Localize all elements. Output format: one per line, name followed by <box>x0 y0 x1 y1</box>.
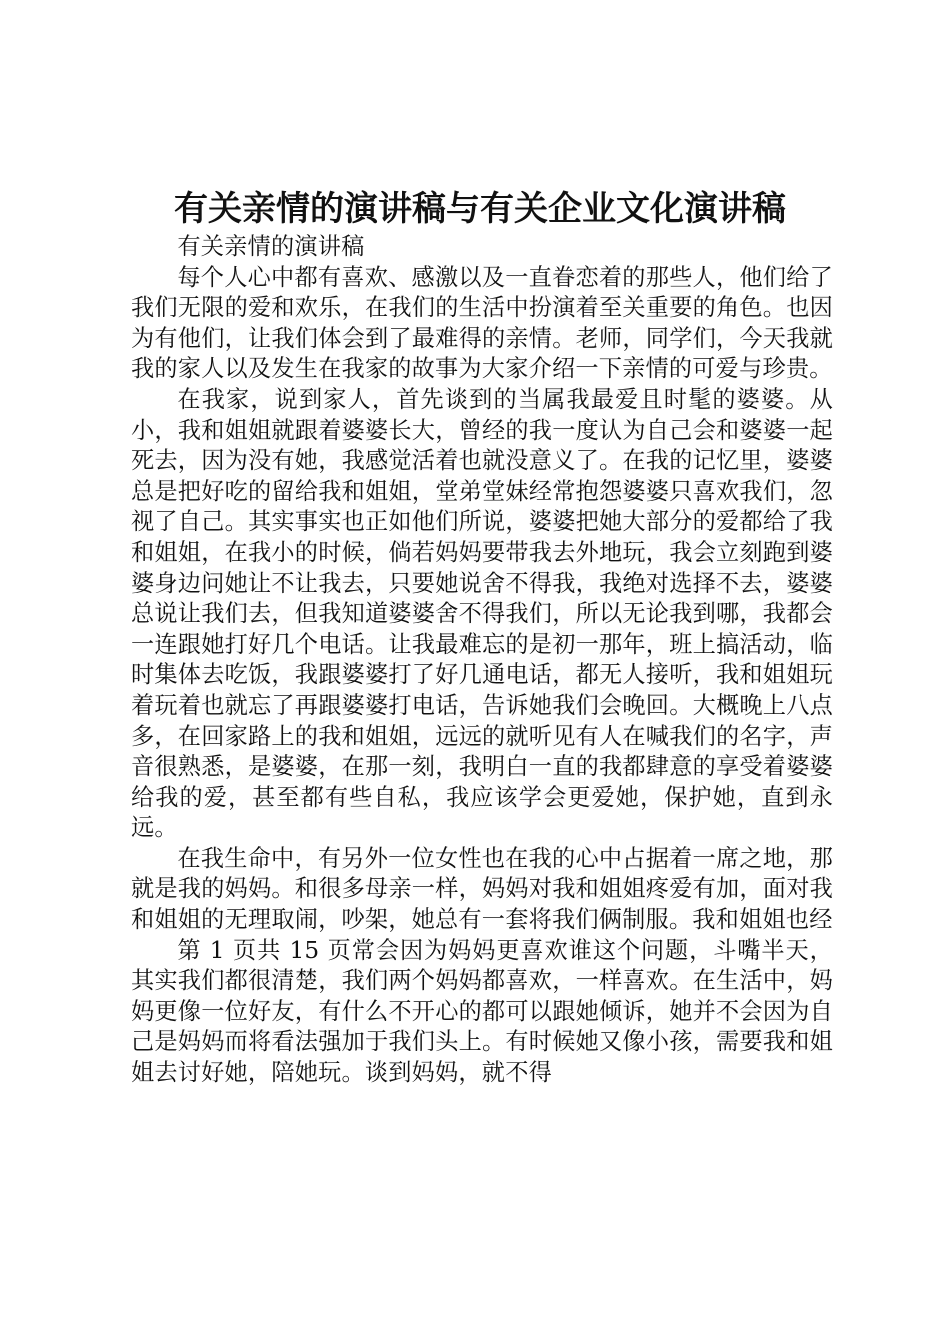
document-title: 有关亲情的演讲稿与有关企业文化演讲稿 <box>174 189 786 229</box>
paragraph-1: 每个人心中都有喜欢、感激以及一直眷恋着的那些人，他们给了我们无限的爱和欢乐，在我们的生活中扮演着至关重要的角色。也因为有他们，让我们体会到了最难得的亲情。老师，同学们，今天我就我的家人以及发生在我家的故事为大家介绍一下亲情的可爱与珍贵。 <box>131 263 833 383</box>
document-body <box>131 232 833 1089</box>
paragraph-4: 第 1 页共 15 页常会因为妈妈更喜欢谁这个问题，斗嘴半天，其实我们都很清楚，我们两个妈妈都喜欢，一样喜欢。在生活中，妈妈更像一位好友，有什么不开心的都可以跟她倾诉，她并不会因为自己是妈妈而将看法强加于我们头上。有时候她又像小孩，需要我和姐姐去讨好她，陪她玩。谈到妈妈，就不得 <box>131 936 833 1087</box>
paragraph-3: 在我生命中，有另外一位女性也在我的心中占据着一席之地，那就是我的妈妈。和很多母亲一样，妈妈对我和姐姐疼爱有加，面对我和姐姐的无理取闹，吵架，她总有一套将我们俩制服。我和姐姐也经 <box>131 844 833 934</box>
paragraph-2: 在我家，说到家人，首先谈到的当属我最爱且时髦的婆婆。从小，我和姐姐就跟着婆婆长大，曾经的我一度认为自己会和婆婆一起死去，因为没有她，我感觉活着也就没意义了。在我的记忆里，婆婆总是把好吃的留给我和姐姐，堂弟堂妹经常抱怨婆婆只喜欢我们，忽视了自己。其实事实也正如他们所说，婆婆把她大部分的爱都给了我和姐姐，在我小的时候，倘若妈妈要带我去外地玩，我会立刻跑到婆婆身边问她让不让我去，只要她说舍不得我，我绝对选择不去，婆婆总说让我们去，但我知道婆婆舍不得我们，所以无论我到哪，我都会一连跟她打好几个电话。让我最难忘的是初一那年，班上搞活动，临时集体去吃饭，我跟婆婆打了好几通电话，都无人接听，我和姐姐玩着玩着也就忘了再跟婆婆打电话，告诉她我们会晚回。大概晚上八点多，在回家路上的我和姐姐，远远的就听见有人在喊我们的名字，声音很熟悉，是婆婆，在那一刻，我明白一直的我都肆意的享受着婆婆给我的爱，甚至都有些自私，我应该学会更爱她，保护她，直到永远。 <box>131 385 833 842</box>
section-heading: 有关亲情的演讲稿 <box>177 233 365 260</box>
